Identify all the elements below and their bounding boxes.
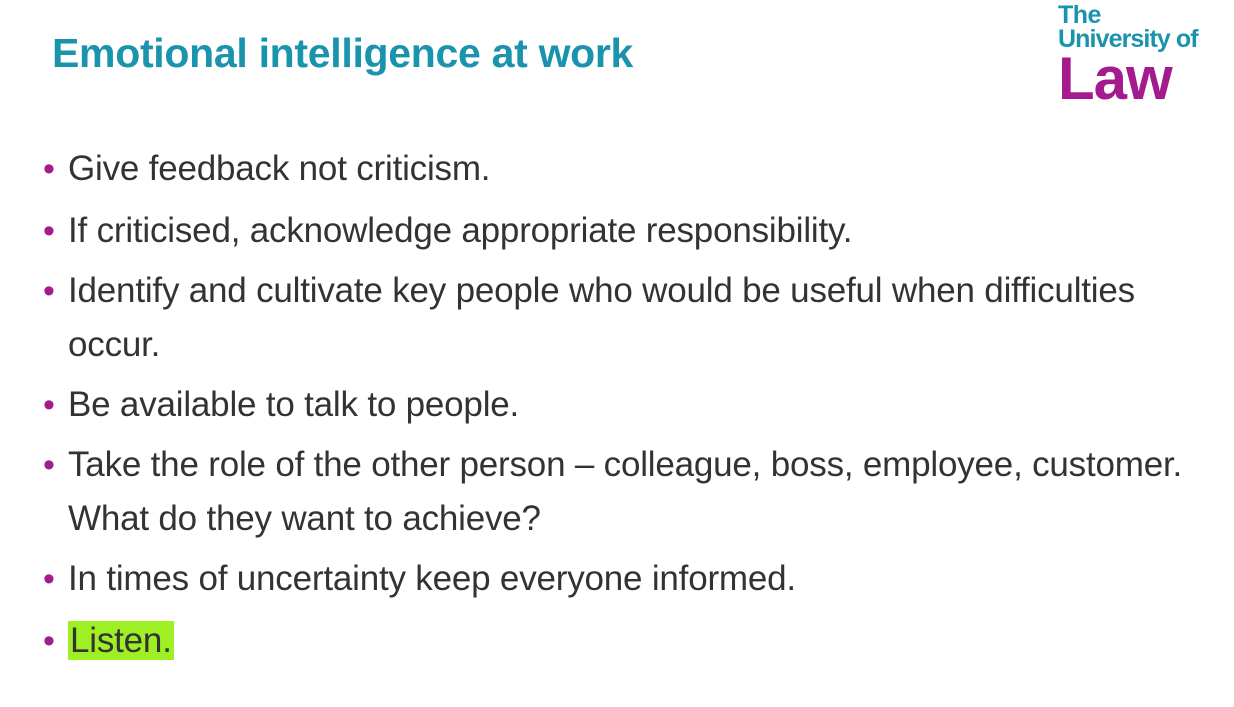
list-item-text-highlighted [68,612,1210,670]
bullet-list [30,140,1210,674]
bullet-dot-icon: • [43,560,55,598]
list-item-text: If criticised, acknowledge appropriate responsibility. [68,211,853,250]
bullet-dot-icon: • [43,622,55,660]
bullet-dot-icon: • [43,386,55,424]
bullet-dot-icon: • [43,212,55,250]
list-item-text: In times of uncertainty keep everyone informed. [68,559,796,598]
university-of-law-logo [1058,1,1230,112]
list-item [30,376,1210,434]
highlighted-text: Listen. [70,621,172,660]
list-item-text: Identify and cultivate key people who would be useful when difficulties occur. [68,271,1135,364]
list-item [30,140,1210,198]
list-item-text: Give feedback not criticism. [68,149,491,188]
bullet-dot-icon: • [43,272,55,310]
list-item [30,612,1210,670]
logo-line-law: Law [1058,44,1172,112]
list-item-text: Be available to talk to people. [68,385,520,424]
bullet-dot-icon: • [43,150,55,188]
bullet-dot-icon: • [43,446,55,484]
list-item [30,438,1210,546]
logo-line-the: The [1058,1,1101,29]
logo-line-university-of: University of [1058,24,1198,53]
list-item [30,264,1210,372]
list-item [30,550,1210,608]
list-item [30,202,1210,260]
page-title: Emotional intelligence at work [52,30,634,76]
list-item-text: Take the role of the other person – colleague, boss, employee, customer. What do they want to achieve? [68,445,1183,538]
